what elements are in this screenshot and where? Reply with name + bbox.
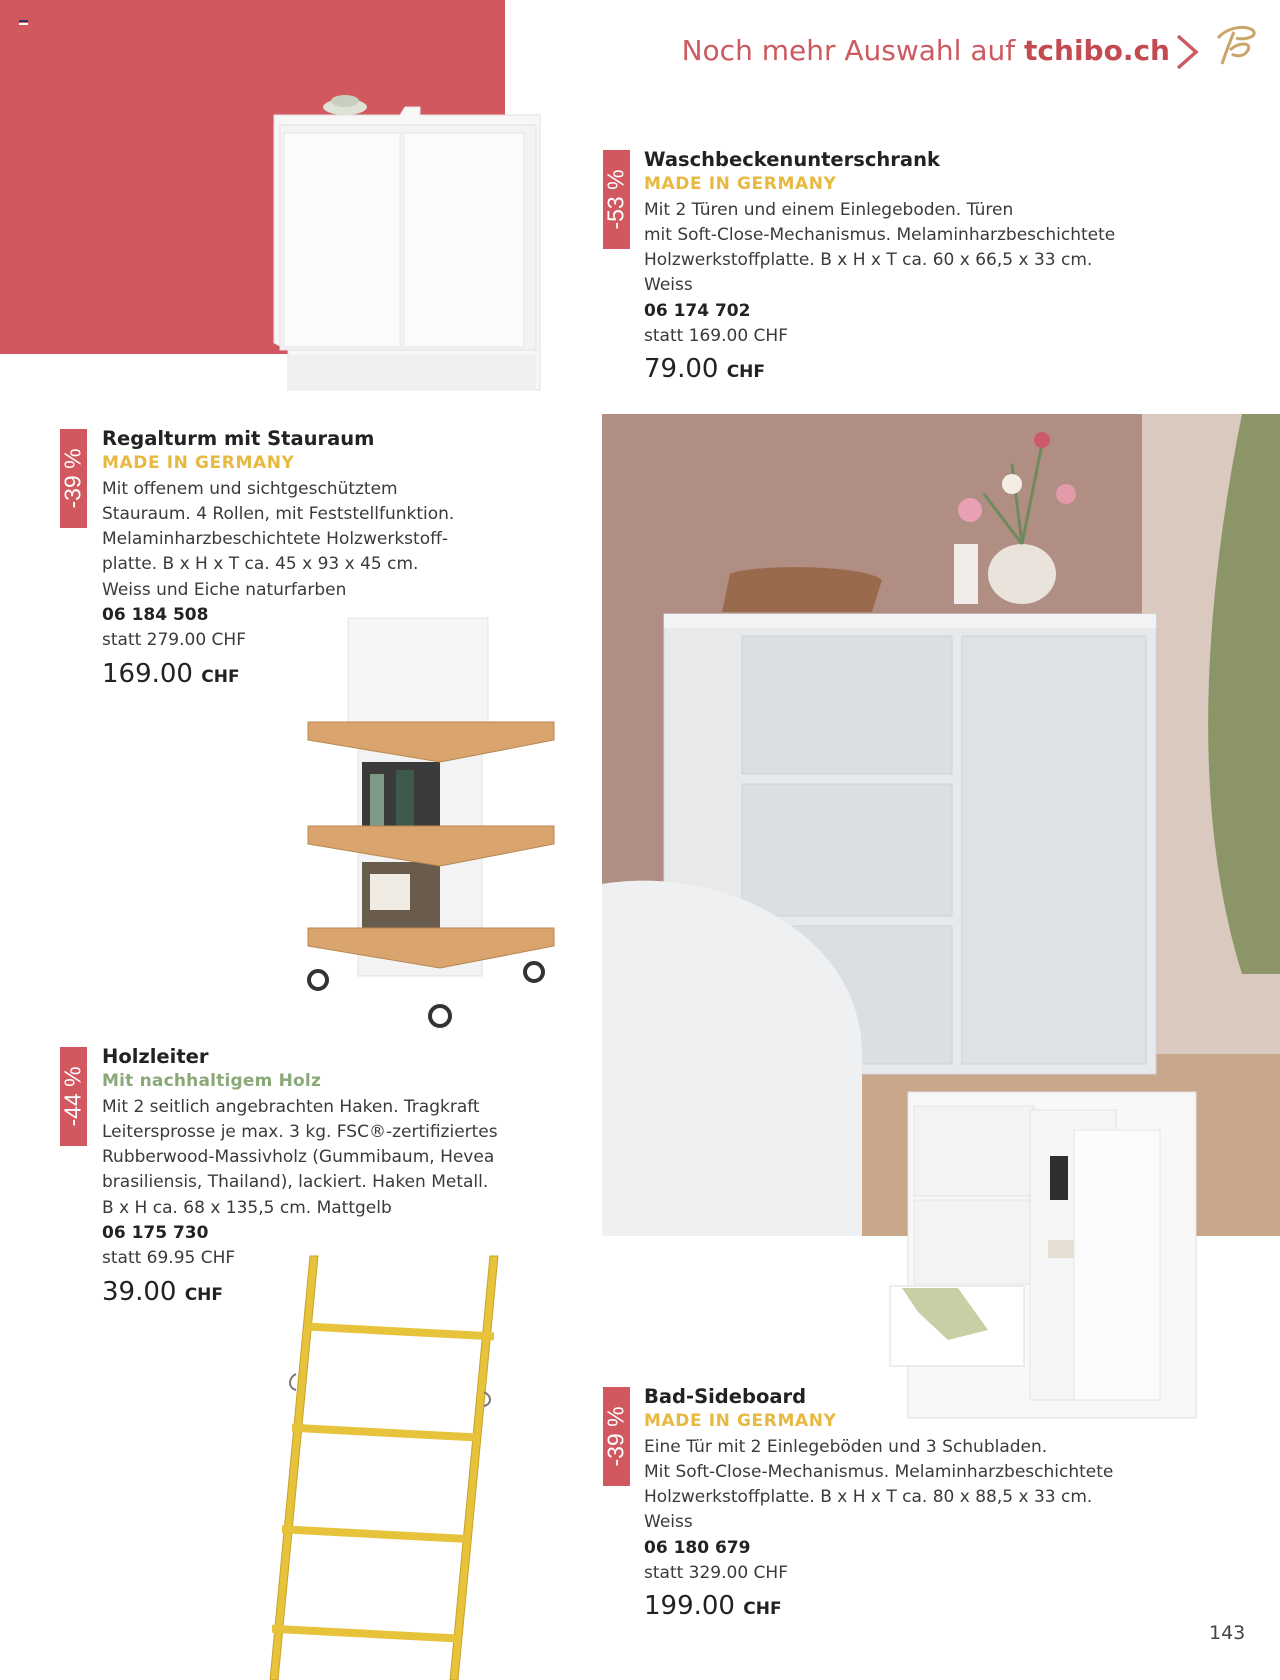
shop-link-brand: tchibo.ch bbox=[1024, 34, 1170, 67]
tchibo-logo-icon[interactable] bbox=[1212, 20, 1260, 68]
discount-badge: -39 % bbox=[603, 1387, 630, 1486]
old-price: statt 169.00 CHF bbox=[644, 326, 788, 347]
article-number: 06 174 702 bbox=[644, 300, 751, 321]
old-price: statt 279.00 CHF bbox=[102, 630, 246, 651]
article-number: 06 175 730 bbox=[102, 1223, 209, 1244]
old-price: statt 69.95 CHF bbox=[102, 1248, 236, 1269]
product-title: Holzleiter bbox=[102, 1045, 209, 1068]
wooden-ladder-image bbox=[258, 1252, 508, 1680]
page-number: 143 bbox=[1209, 1622, 1246, 1644]
product-title: Waschbeckenunterschrank bbox=[644, 148, 940, 171]
discount-badge: -44 % bbox=[60, 1047, 87, 1146]
old-price: statt 329.00 CHF bbox=[644, 1563, 788, 1584]
product-description: Mit 2 seitlich angebrachten Haken. Tragkraft Leitersprosse je max. 3 kg. FSC®-zertifiziertes Rubberwood-Massivholz (Gummibaum, Hevea brasiliensis, Thailand), lackiert. Haken Metall. B x H ca. 68 x 135,5 cm. Mattgelb bbox=[102, 1096, 498, 1218]
product-description: Mit offenem und sichtgeschütztem Stauraum. 4 Rollen, mit Feststellfunktion. Melaminharzbeschichtete Holzwerkstoff- platte. B x H x T ca. 45 x 93 x 45 cm. Weiss und Eiche naturfarben bbox=[102, 478, 455, 600]
product-description: Mit 2 Türen und einem Einlegeboden. Türen mit Soft-Close-Mechanismus. Melaminharzbeschichtete Holzwerkstoffplatte. B x H x T ca. 60 x 66,5 x 33 cm. Weiss bbox=[644, 199, 1116, 296]
price: 39.00 CHF bbox=[102, 1276, 224, 1307]
product-waschbeckenunterschrank[interactable] bbox=[644, 147, 1164, 386]
shop-link-text: Noch mehr Auswahl auf bbox=[681, 34, 1016, 67]
article-number: 06 180 679 bbox=[644, 1537, 751, 1558]
product-claim: MADE IN GERMANY bbox=[644, 174, 837, 195]
product-description: Eine Tür mit 2 Einlegeböden und 3 Schubladen. Mit Soft-Close-Mechanismus. Melaminharzbeschichtete Holzwerkstoffplatte. B x H x T ca. 80 x 88,5 x 33 cm. Weiss bbox=[644, 1436, 1114, 1533]
product-bad-sideboard[interactable] bbox=[644, 1384, 1204, 1623]
discount-badge: -53 % bbox=[603, 150, 630, 249]
price: 79.00 CHF bbox=[644, 354, 766, 385]
price: 169.00 CHF bbox=[102, 658, 240, 689]
article-number: 06 184 508 bbox=[102, 605, 209, 626]
discount-badge: -39 % bbox=[60, 429, 87, 528]
product-title: Regalturm mit Stauraum bbox=[102, 427, 375, 450]
shop-link[interactable] bbox=[682, 34, 1170, 67]
product-title: Bad-Sideboard bbox=[644, 1385, 807, 1408]
product-claim: MADE IN GERMANY bbox=[102, 453, 295, 474]
chevron-right-icon[interactable] bbox=[1172, 32, 1202, 72]
shelf-tower-image bbox=[300, 612, 562, 1032]
washbasin-cabinet-image bbox=[270, 85, 552, 400]
product-claim: MADE IN GERMANY bbox=[644, 1411, 837, 1432]
flag-icon bbox=[19, 20, 28, 27]
price: 199.00 CHF bbox=[644, 1591, 782, 1622]
product-claim: Mit nachhaltigem Holz bbox=[102, 1071, 322, 1092]
bad-sideboard-image bbox=[888, 1090, 1200, 1426]
